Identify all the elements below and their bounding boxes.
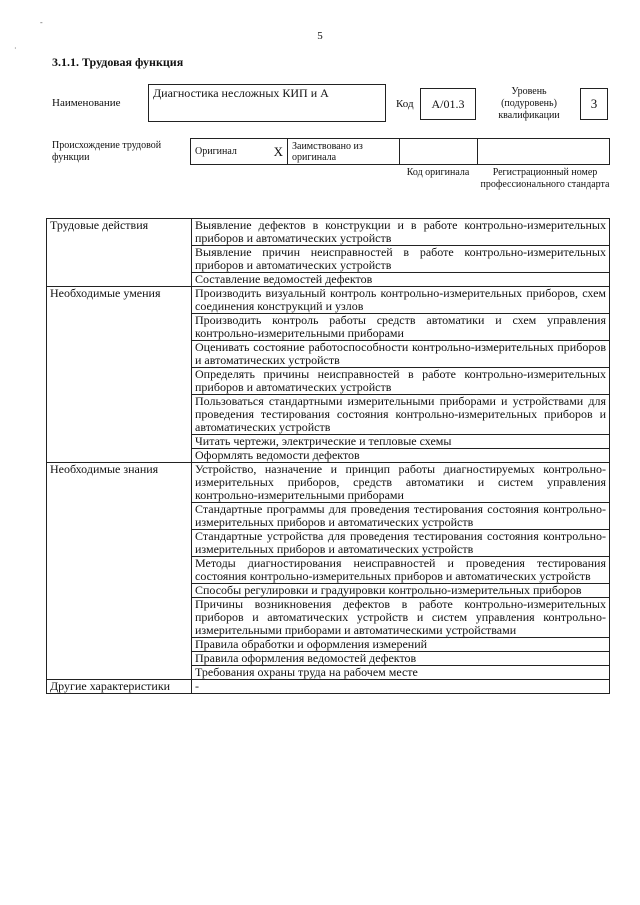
section-item: Устройство, назначение и принцип работы диагностируемых контрольно-измерительных приборов, средств автоматики и систем управления контрольно-измерительными приборами [192, 463, 610, 503]
page-number: 5 [317, 30, 323, 42]
original-label: Оригинал [195, 146, 237, 157]
reg-number-caption: Регистрационный номер профессионального стандарта [480, 167, 610, 190]
borrowed-cell [288, 139, 400, 164]
table-row [47, 463, 610, 503]
section-item: Оформлять ведомости дефектов [192, 449, 610, 463]
other-value: - [192, 680, 610, 694]
code-label: Код [396, 98, 414, 110]
section-item: Производить визуальный контроль контрольно-измерительных приборов, схем соединения конструкций и узлов [192, 287, 610, 314]
other-label: Другие характеристики [47, 680, 192, 694]
code-original-caption: Код оригинала [406, 167, 470, 178]
borrowed-label: Заимствовано из оригинала [292, 141, 363, 163]
origin-row [190, 138, 610, 165]
section-item: Стандартные программы для проведения тестирования состояния контрольно-измерительных приборов и автоматических устройств [192, 503, 610, 530]
section-label: Необходимые умения [47, 287, 192, 463]
section-item: Требования охраны труда на рабочем месте [192, 666, 610, 680]
original-cell [191, 139, 288, 164]
code-box [420, 88, 476, 120]
section-item: Производить контроль работы средств автоматики и схем управления контрольно-измерительными приборами [192, 314, 610, 341]
section-label: Трудовые действия [47, 219, 192, 287]
table-row [47, 287, 610, 314]
level-box [580, 88, 608, 120]
table-row-other [47, 680, 610, 694]
original-mark: Х [273, 144, 283, 159]
section-item: Пользоваться стандартными измерительными приборами и устройствами для проведения тестирования состояния контрольно-измерительных приборов и автоматических устройств [192, 395, 610, 435]
level-label: Уровень (подуровень) квалификации [498, 86, 560, 121]
function-name-box [148, 84, 386, 122]
function-name-value: Диагностика несложных КИП и А [153, 86, 329, 100]
table-row [47, 219, 610, 246]
section-item: Выявление дефектов в конструкции и в работе контрольно-измерительных приборов и автоматических устройств [192, 219, 610, 246]
code-original-cell [400, 139, 478, 164]
labor-function-table [46, 218, 610, 694]
section-item: Выявление причин неисправностей в работе контрольно-измерительных приборов и автоматических устройств [192, 246, 610, 273]
section-title: 3.1.1. Трудовая функция [52, 55, 184, 69]
section-item: Методы диагностирования неисправностей и проведения тестирования состояния контрольно-измерительных приборов и автоматических устройств [192, 557, 610, 584]
origin-label: Происхождение трудовой функции [52, 140, 162, 163]
reg-number-cell [478, 139, 609, 164]
level-value: 3 [590, 96, 598, 111]
section-item: Правила оформления ведомостей дефектов [192, 652, 610, 666]
section-item: Определять причины неисправностей в работе контрольно-измерительных приборов и автоматических устройств [192, 368, 610, 395]
section-item: Составление ведомостей дефектов [192, 273, 610, 287]
section-item: Правила обработки и оформления измерений [192, 638, 610, 652]
section-item: Стандартные устройства для проведения тестирования состояния контрольно-измерительных приборов и автоматических устройств [192, 530, 610, 557]
section-label: Необходимые знания [47, 463, 192, 680]
section-item: Оценивать состояние работоспособности контрольно-измерительных приборов и автоматических устройств [192, 341, 610, 368]
section-item: Причины возникновения дефектов в работе контрольно-измерительных приборов и автоматических устройств и систем управления контрольно-измерительными приборами и автоматическими устройствами [192, 598, 610, 638]
code-value: А/01.3 [431, 97, 465, 111]
section-item: Читать чертежи, электрические и тепловые схемы [192, 435, 610, 449]
scan-mark: - [40, 18, 43, 27]
scan-mark: · [14, 44, 17, 53]
section-item: Способы регулировки и градуировки контрольно-измерительных приборов [192, 584, 610, 598]
name-label: Наименование [52, 97, 121, 109]
